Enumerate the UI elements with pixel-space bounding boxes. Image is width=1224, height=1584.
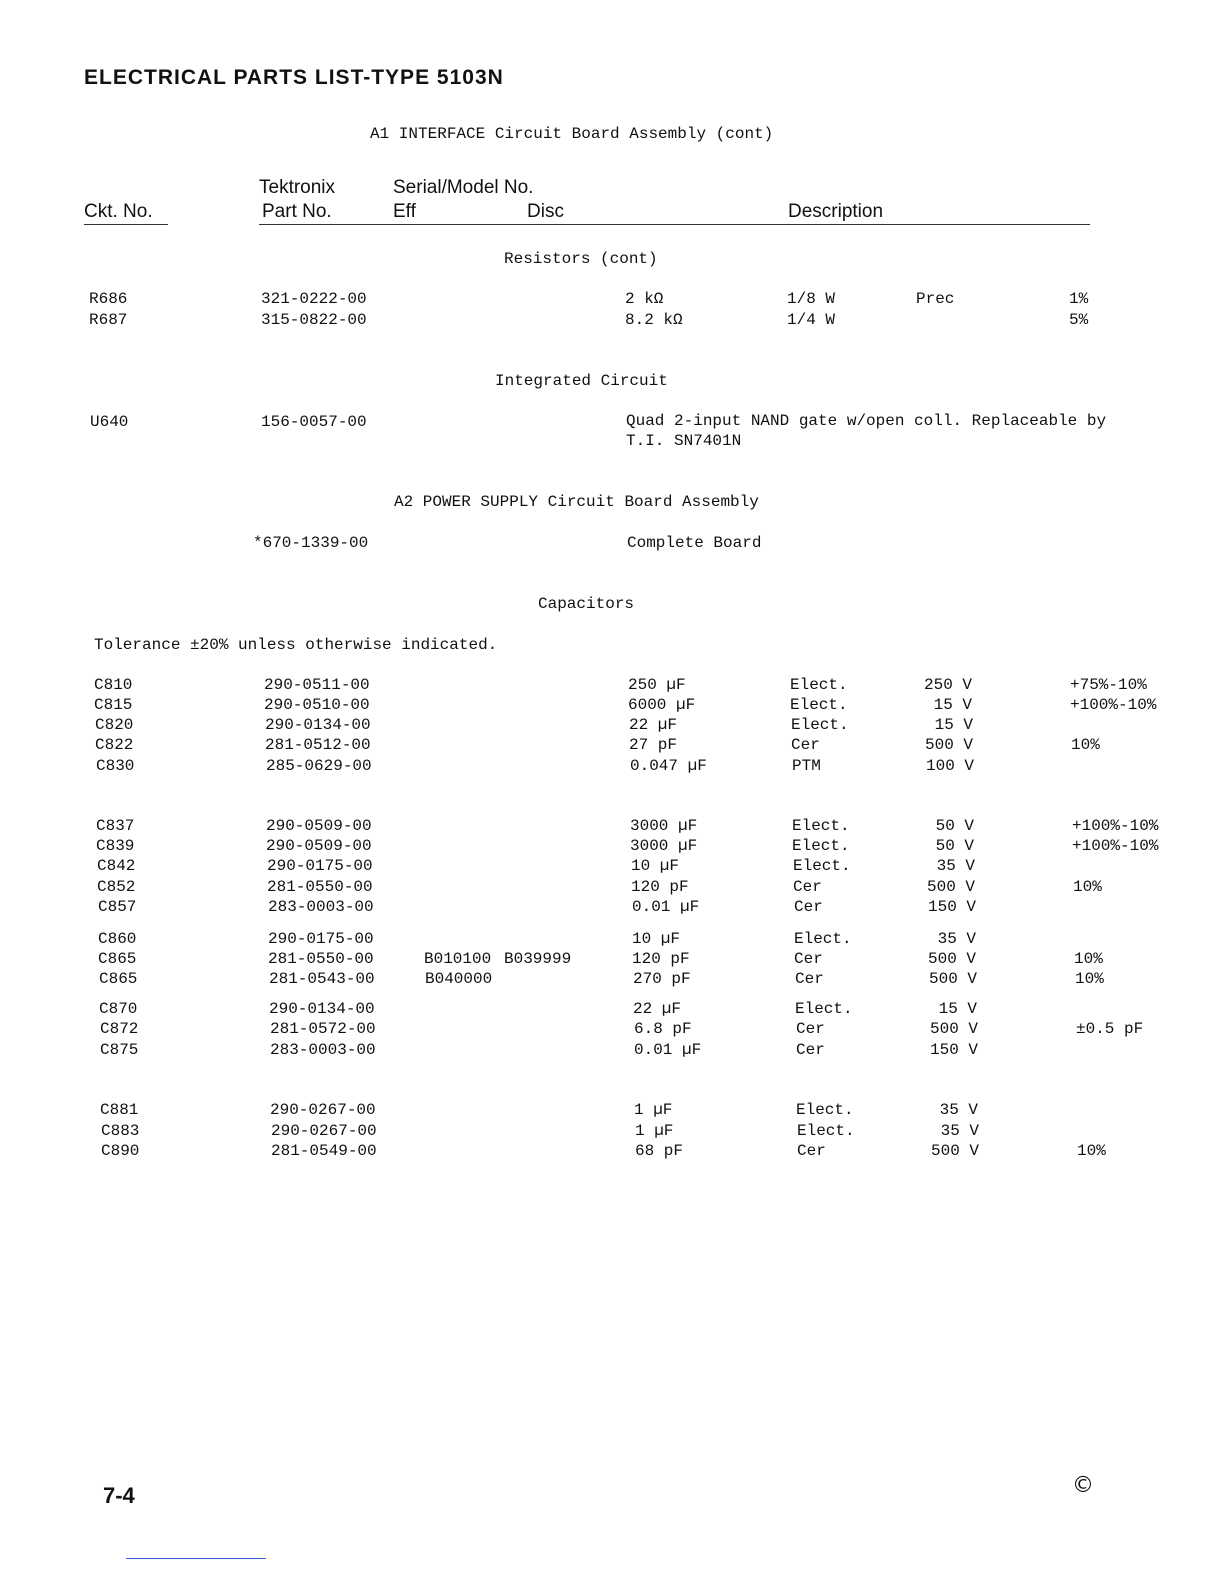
capacitor-row-type: Cer bbox=[797, 1142, 826, 1160]
resistor-row-rating: 1/4 W bbox=[787, 311, 836, 329]
capacitor-row-volt: 35 V bbox=[937, 930, 976, 948]
capacitor-row bbox=[0, 716, 1224, 736]
capacitor-row-value: 27 pF bbox=[629, 736, 678, 754]
capacitor-row-part: 290-0134-00 bbox=[265, 716, 371, 734]
ic-description-line2: T.I. SN7401N bbox=[626, 432, 742, 450]
capacitor-row-part: 290-0511-00 bbox=[264, 676, 370, 694]
capacitor-row-type: PTM bbox=[792, 757, 821, 775]
ic-part-no: 156-0057-00 bbox=[261, 413, 367, 431]
resistor-row bbox=[0, 311, 1224, 331]
capacitor-row-part: 290-0175-00 bbox=[267, 857, 373, 875]
capacitor-row-ckt: C822 bbox=[95, 736, 134, 754]
resistor-row-part: 315-0822-00 bbox=[261, 311, 367, 329]
capacitor-row bbox=[0, 736, 1224, 756]
capacitor-row-value: 120 pF bbox=[631, 878, 689, 896]
capacitor-row-value: 0.047 µF bbox=[630, 757, 707, 775]
col-serial-model: Serial/Model No. bbox=[393, 177, 534, 198]
capacitor-row-volt: 35 V bbox=[936, 857, 975, 875]
resistor-row-part: 321-0222-00 bbox=[261, 290, 367, 308]
capacitor-row-type: Elect. bbox=[795, 1000, 853, 1018]
resistor-row-tol: 5% bbox=[1069, 311, 1089, 329]
capacitor-row-ckt: C857 bbox=[98, 898, 137, 916]
capacitor-row-volt: 50 V bbox=[935, 817, 974, 835]
capacitor-row-part: 290-0509-00 bbox=[266, 837, 372, 855]
capacitor-row-volt: 250 V bbox=[923, 676, 972, 694]
resistor-row-value: 2 kΩ bbox=[625, 290, 664, 308]
capacitor-row-value: 10 µF bbox=[632, 930, 681, 948]
capacitor-row-type: Cer bbox=[796, 1020, 825, 1038]
copyright-mark: © bbox=[1072, 1473, 1094, 1498]
capacitor-row-disc: B039999 bbox=[504, 950, 572, 968]
capacitor-row-volt: 150 V bbox=[927, 898, 976, 916]
capacitor-row-tol: +100%-10% bbox=[1072, 817, 1159, 835]
capacitor-row-type: Elect. bbox=[790, 696, 848, 714]
capacitor-row-part: 283-0003-00 bbox=[270, 1041, 376, 1059]
board-part-no: *670-1339-00 bbox=[253, 534, 369, 552]
col-eff: Eff bbox=[393, 201, 416, 222]
capacitor-row-ckt: C830 bbox=[96, 757, 135, 775]
capacitor-row-part: 281-0543-00 bbox=[269, 970, 375, 988]
capacitor-row-part: 290-0134-00 bbox=[269, 1000, 375, 1018]
capacitor-row-ckt: C842 bbox=[97, 857, 136, 875]
capacitor-row-ckt: C870 bbox=[99, 1000, 138, 1018]
capacitor-row bbox=[0, 837, 1224, 857]
capacitor-row-value: 3000 µF bbox=[630, 817, 698, 835]
capacitor-row-value: 1 µF bbox=[635, 1122, 674, 1140]
capacitor-row-eff: B010100 bbox=[424, 950, 492, 968]
page-number: 7-4 bbox=[103, 1483, 135, 1508]
header-rule-main bbox=[259, 224, 1090, 225]
capacitor-row-type: Elect. bbox=[790, 676, 848, 694]
capacitor-row-ckt: C890 bbox=[101, 1142, 140, 1160]
ic-description-line1: Quad 2-input NAND gate w/open coll. Replaceable by bbox=[626, 412, 1107, 430]
capacitor-row-value: 0.01 µF bbox=[634, 1041, 702, 1059]
capacitor-row bbox=[0, 930, 1224, 950]
capacitor-row-value: 120 pF bbox=[632, 950, 690, 968]
col-description: Description bbox=[788, 201, 884, 222]
capacitor-row-tol: 10% bbox=[1074, 950, 1103, 968]
capacitor-row-part: 281-0550-00 bbox=[268, 950, 374, 968]
capacitor-row-part: 281-0549-00 bbox=[271, 1142, 377, 1160]
capacitor-row-value: 6000 µF bbox=[628, 696, 696, 714]
section-capacitors: Capacitors bbox=[538, 595, 635, 613]
capacitor-row-type: Elect. bbox=[791, 716, 849, 734]
capacitor-row-part: 290-0175-00 bbox=[268, 930, 374, 948]
capacitor-row-tol: 10% bbox=[1075, 970, 1104, 988]
capacitor-row-volt: 500 V bbox=[928, 970, 977, 988]
capacitor-row-tol: +100%-10% bbox=[1070, 696, 1157, 714]
capacitor-row bbox=[0, 898, 1224, 918]
capacitor-row-part: 281-0550-00 bbox=[267, 878, 373, 896]
capacitor-row-value: 68 pF bbox=[635, 1142, 684, 1160]
resistor-row bbox=[0, 290, 1224, 310]
capacitor-row-ckt: C820 bbox=[95, 716, 134, 734]
resistor-row-value: 8.2 kΩ bbox=[625, 311, 683, 329]
capacitor-row-tol: 10% bbox=[1071, 736, 1100, 754]
resistor-row-ckt: R686 bbox=[89, 290, 128, 308]
capacitor-row-type: Cer bbox=[796, 1041, 825, 1059]
capacitor-row bbox=[0, 1041, 1224, 1061]
capacitor-row bbox=[0, 676, 1224, 696]
capacitor-row-volt: 50 V bbox=[935, 837, 974, 855]
capacitor-row-type: Cer bbox=[795, 970, 824, 988]
capacitor-row-ckt: C872 bbox=[100, 1020, 139, 1038]
section-integrated-circuit: Integrated Circuit bbox=[495, 372, 668, 390]
resistor-row-rating: 1/8 W bbox=[787, 290, 836, 308]
assembly-a2-title: A2 POWER SUPPLY Circuit Board Assembly bbox=[394, 493, 759, 511]
capacitor-row-type: Cer bbox=[791, 736, 820, 754]
resistor-row-tol: 1% bbox=[1069, 290, 1089, 308]
board-description: Complete Board bbox=[627, 534, 762, 552]
capacitor-row-type: Elect. bbox=[793, 857, 851, 875]
capacitor-row-part: 285-0629-00 bbox=[266, 757, 372, 775]
capacitor-row-value: 22 µF bbox=[633, 1000, 682, 1018]
capacitor-row-tol: 10% bbox=[1077, 1142, 1106, 1160]
capacitor-row bbox=[0, 817, 1224, 837]
capacitor-row-ckt: C852 bbox=[97, 878, 136, 896]
capacitor-row bbox=[0, 1122, 1224, 1142]
capacitor-row-volt: 500 V bbox=[924, 736, 973, 754]
capacitor-row-ckt: C881 bbox=[100, 1101, 139, 1119]
capacitor-row-ckt: C837 bbox=[96, 817, 135, 835]
capacitor-row-eff: B040000 bbox=[425, 970, 493, 988]
capacitor-row-type: Cer bbox=[794, 950, 823, 968]
capacitor-row bbox=[0, 950, 1224, 970]
capacitor-row-volt: 15 V bbox=[938, 1000, 977, 1018]
capacitor-row-type: Cer bbox=[793, 878, 822, 896]
capacitor-row bbox=[0, 1000, 1224, 1020]
capacitor-row-type: Elect. bbox=[797, 1122, 855, 1140]
capacitor-row bbox=[0, 878, 1224, 898]
capacitor-row-ckt: C839 bbox=[96, 837, 135, 855]
page-title: ELECTRICAL PARTS LIST-TYPE 5103N bbox=[84, 66, 504, 89]
header-rule-ckt bbox=[84, 224, 168, 225]
capacitor-row-part: 283-0003-00 bbox=[268, 898, 374, 916]
capacitor-row-value: 270 pF bbox=[633, 970, 691, 988]
footer-line bbox=[126, 1558, 266, 1559]
capacitor-row-volt: 35 V bbox=[940, 1122, 979, 1140]
capacitor-row-value: 3000 µF bbox=[630, 837, 698, 855]
capacitor-row bbox=[0, 970, 1224, 990]
capacitor-row-type: Elect. bbox=[794, 930, 852, 948]
capacitor-row-tol: +75%-10% bbox=[1070, 676, 1147, 694]
capacitor-row-part: 290-0267-00 bbox=[271, 1122, 377, 1140]
capacitor-row-value: 1 µF bbox=[634, 1101, 673, 1119]
capacitor-row-volt: 500 V bbox=[929, 1020, 978, 1038]
capacitor-row-part: 281-0512-00 bbox=[265, 736, 371, 754]
capacitor-row-value: 6.8 pF bbox=[634, 1020, 692, 1038]
capacitor-row-volt: 500 V bbox=[930, 1142, 979, 1160]
ic-ckt-no: U640 bbox=[90, 413, 129, 431]
assembly-a1-title: A1 INTERFACE Circuit Board Assembly (cont) bbox=[370, 125, 774, 143]
capacitor-row-part: 290-0509-00 bbox=[266, 817, 372, 835]
col-ckt-no: Ckt. No. bbox=[84, 201, 153, 222]
capacitor-row bbox=[0, 1020, 1224, 1040]
capacitor-row-volt: 500 V bbox=[926, 878, 975, 896]
capacitor-row-tol: +100%-10% bbox=[1072, 837, 1159, 855]
capacitor-row-volt: 15 V bbox=[934, 716, 973, 734]
capacitor-row bbox=[0, 696, 1224, 716]
capacitor-row bbox=[0, 1142, 1224, 1162]
tolerance-note: Tolerance ±20% unless otherwise indicated. bbox=[94, 636, 498, 654]
capacitor-row-value: 250 µF bbox=[628, 676, 686, 694]
capacitor-row-tol: ±0.5 pF bbox=[1076, 1020, 1144, 1038]
resistor-row-ckt: R687 bbox=[89, 311, 128, 329]
resistor-row-type: Prec bbox=[916, 290, 955, 308]
capacitor-row-ckt: C815 bbox=[94, 696, 133, 714]
capacitor-row-volt: 35 V bbox=[939, 1101, 978, 1119]
capacitor-row bbox=[0, 1101, 1224, 1121]
capacitor-row-ckt: C883 bbox=[101, 1122, 140, 1140]
col-part-no: Part No. bbox=[262, 201, 332, 222]
capacitor-row-value: 0.01 µF bbox=[632, 898, 700, 916]
capacitor-row-type: Elect. bbox=[792, 837, 850, 855]
capacitor-row-ckt: C865 bbox=[99, 970, 138, 988]
section-resistors: Resistors (cont) bbox=[504, 250, 658, 268]
capacitor-row-volt: 150 V bbox=[929, 1041, 978, 1059]
capacitor-row-ckt: C810 bbox=[94, 676, 133, 694]
capacitor-row-ckt: C875 bbox=[100, 1041, 139, 1059]
col-tektronix: Tektronix bbox=[259, 177, 336, 198]
capacitor-row-part: 290-0267-00 bbox=[270, 1101, 376, 1119]
capacitor-row-value: 10 µF bbox=[631, 857, 680, 875]
capacitor-row-part: 290-0510-00 bbox=[264, 696, 370, 714]
capacitor-row-type: Cer bbox=[794, 898, 823, 916]
col-disc: Disc bbox=[527, 201, 564, 222]
capacitor-row-volt: 500 V bbox=[927, 950, 976, 968]
capacitor-row-volt: 100 V bbox=[925, 757, 974, 775]
capacitor-row-value: 22 µF bbox=[629, 716, 678, 734]
capacitor-row-type: Elect. bbox=[796, 1101, 854, 1119]
capacitor-row-type: Elect. bbox=[792, 817, 850, 835]
capacitor-row bbox=[0, 857, 1224, 877]
capacitor-row-part: 281-0572-00 bbox=[270, 1020, 376, 1038]
capacitor-row bbox=[0, 757, 1224, 777]
capacitor-row-volt: 15 V bbox=[933, 696, 972, 714]
capacitor-row-tol: 10% bbox=[1073, 878, 1102, 896]
capacitor-row-ckt: C860 bbox=[98, 930, 137, 948]
capacitor-row-ckt: C865 bbox=[98, 950, 137, 968]
